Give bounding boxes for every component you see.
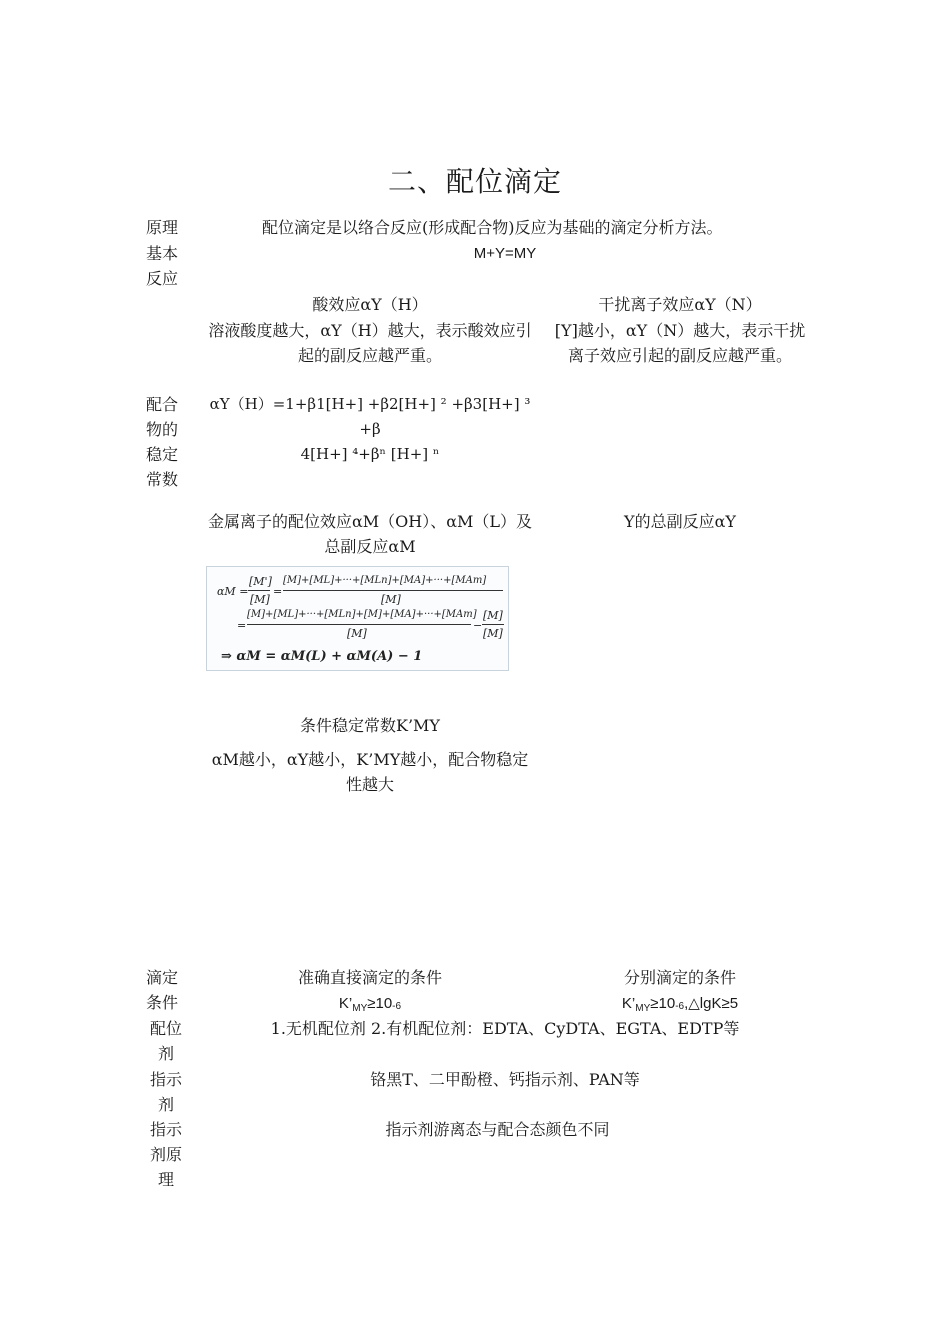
metal-effect-heading: 金属离子的配位效应αM（OH）、αM（L）及 总副反应αM: [207, 512, 533, 556]
basic-reaction-label: 基本 反应: [146, 244, 179, 288]
formula-f1-num: [M']: [249, 575, 272, 588]
formula-f3-den: [M]: [347, 627, 367, 640]
interference-description: [Y]越小，αY（N）越大，表示干扰 离子效应引起的副反应越严重。: [554, 321, 806, 365]
formula-eq: =: [273, 585, 283, 598]
direct-titration-heading: 准确直接滴定的条件: [297, 968, 442, 987]
fraction-bar: [247, 624, 471, 625]
conditional-description: αM越小，αY越小，K’MY越小，配合物稳定 性越大: [211, 750, 529, 794]
total-y-heading: Y的总副反应αY: [624, 512, 736, 531]
direct-titration-value: $K’_{MY}\ge 10^{-6}$: [338, 995, 402, 1014]
formula-f1-den: [M]: [250, 593, 270, 606]
indicator-label: 指示 剂: [149, 1070, 182, 1114]
formula-f4-den: [M]: [483, 627, 503, 640]
formula-minus: −: [473, 619, 483, 632]
acid-effect-heading: 酸效应αY（H）: [312, 295, 428, 314]
formula-f3-num: [M]+[ML]+···+[MLn]+[M]+[MA]+···+[MAm]: [247, 609, 477, 620]
fraction-bar: [482, 624, 504, 625]
formula-f2-num: [M]+[ML]+···+[MLn]+[MA]+···+[MAm]: [283, 575, 487, 586]
conditional-heading: 条件稳定常数K’MY: [300, 716, 440, 735]
alpha-m-formula-image: [206, 566, 509, 671]
fraction-bar: [283, 590, 503, 591]
fraction-bar: [248, 590, 270, 591]
formula-eq2: =: [237, 619, 247, 632]
stability-label: 配合 物的 稳定 常数: [146, 395, 179, 489]
principle-text: 配位滴定是以络合反应(形成配合物)反应为基础的滴定分析方法。: [262, 218, 723, 237]
interference-heading: 干扰离子效应αY（N）: [598, 295, 762, 314]
indicator-principle-label: 指示 剂原 理: [149, 1120, 182, 1189]
titration-condition-label: 滴定 条件: [146, 968, 179, 1012]
formula-f4-num: [M]: [483, 609, 503, 622]
acid-effect-description: 溶液酸度越大，αY（H）越大，表示酸效应引 起的副反应越严重。: [208, 321, 532, 365]
formula-lhs: αM =: [217, 585, 249, 598]
ligand-label: 配位 剂: [149, 1019, 182, 1063]
formula-f2-den: [M]: [381, 593, 401, 606]
separate-titration-value: $K’_{MY}\ge 10^{-6},\triangle\lg K\ge 5$: [621, 995, 739, 1014]
indicator-principle-text: 指示剂游离态与配合态颜色不同: [385, 1120, 610, 1139]
principle-label: 原理: [146, 218, 179, 237]
basic-reaction-equation: M+Y=MY: [473, 245, 537, 262]
acid-effect-formula: αY（H）=1+β1[H+] +β2[H+] ² +β3[H+] ³ +β 4[H+] ⁴+βⁿ [H+] ⁿ: [209, 395, 531, 463]
page-title: 二、配位滴定: [387, 165, 562, 198]
formula-result: ⇒ αM = αM(L) + αM(A) − 1: [221, 649, 423, 664]
separate-titration-heading: 分别滴定的条件: [623, 968, 736, 987]
indicator-text: 铬黑T、二甲酚橙、钙指示剂、PAN等: [370, 1070, 640, 1089]
ligand-text: 1.无机配位剂 2.有机配位剂：EDTA、CyDTA、EGTA、EDTP等: [270, 1019, 740, 1038]
